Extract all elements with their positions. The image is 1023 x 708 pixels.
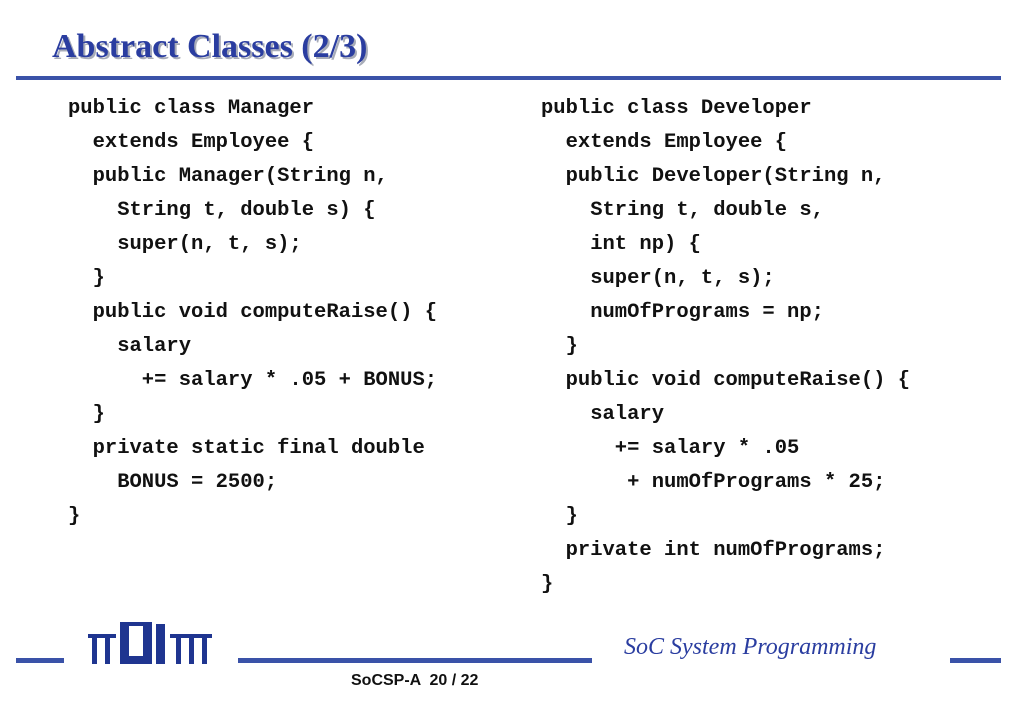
- course-title: SoC System Programming: [624, 634, 877, 660]
- tut-logo-icon: [88, 622, 212, 666]
- footer-rule-left: [16, 658, 64, 663]
- footer-rule-middle: [238, 658, 592, 663]
- developer-class-code: public class Developer extends Employee { public Developer(String n, String t, double s, int np) { super(n, t, s); numOfPrograms = np; } public void computeRaise() { salary += salary * .05 + numOfPrograms * 25; } private int numOfPrograms; }: [541, 97, 911, 596]
- footer-rule-right: [950, 658, 1001, 663]
- page-number: SoCSP-A 20 / 22: [351, 672, 479, 689]
- manager-class-code: public class Manager extends Employee { public Manager(String n, String t, double s) { super(n, t, s); } public void computeRaise() { salary += salary * .05 + BONUS; } private static final double BONUS = 2500; }: [68, 97, 438, 528]
- slide-title: Abstract Classes (2/3): [52, 28, 368, 65]
- title-divider: [16, 76, 1001, 80]
